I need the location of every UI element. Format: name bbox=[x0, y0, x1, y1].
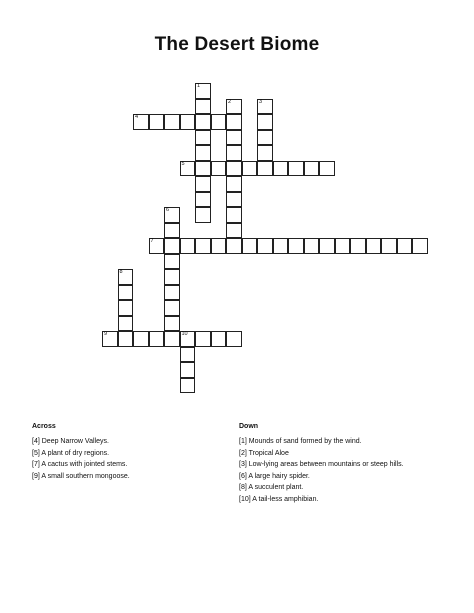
grid-cell[interactable] bbox=[335, 238, 351, 254]
grid-cell[interactable] bbox=[164, 300, 180, 316]
down-clue: [10] A tail-less amphibian. bbox=[239, 495, 319, 503]
grid-cell[interactable] bbox=[195, 83, 211, 99]
across-heading: Across bbox=[32, 423, 56, 430]
cell-number: 8 bbox=[119, 269, 123, 275]
cell-number: 2 bbox=[228, 98, 232, 105]
grid-cell[interactable] bbox=[226, 176, 242, 192]
grid-cell[interactable] bbox=[397, 238, 413, 254]
grid-cell[interactable] bbox=[226, 114, 242, 130]
grid-cell[interactable] bbox=[118, 285, 134, 301]
grid-cell[interactable] bbox=[180, 362, 196, 378]
grid-cell[interactable] bbox=[164, 331, 180, 347]
cell-number: 7 bbox=[150, 238, 154, 244]
grid-cell[interactable] bbox=[273, 238, 289, 254]
cell-number: 1 bbox=[197, 83, 201, 89]
grid-cell[interactable] bbox=[257, 161, 273, 177]
grid-cell[interactable] bbox=[149, 238, 165, 254]
grid-cell[interactable] bbox=[288, 238, 304, 254]
grid-cell[interactable] bbox=[102, 331, 118, 347]
grid-cell[interactable] bbox=[118, 269, 134, 285]
grid-cell[interactable] bbox=[257, 145, 273, 161]
grid-cell[interactable] bbox=[149, 331, 165, 347]
across-clue: [4] Deep Narrow Valleys. bbox=[32, 438, 109, 445]
grid-cell[interactable] bbox=[164, 207, 180, 223]
cell-number: 9 bbox=[104, 331, 108, 337]
grid-cell[interactable] bbox=[180, 238, 196, 254]
grid-cell[interactable] bbox=[211, 238, 227, 254]
down-heading: Down bbox=[239, 423, 259, 430]
grid-cell[interactable] bbox=[180, 347, 196, 363]
grid-cell[interactable] bbox=[180, 114, 196, 130]
grid-cell[interactable] bbox=[412, 238, 428, 254]
grid-cell[interactable] bbox=[319, 161, 335, 177]
grid-cell[interactable] bbox=[226, 130, 242, 146]
grid-cell[interactable] bbox=[118, 316, 134, 332]
down-clue: [3] Low-lying areas between mountains or steep hills. bbox=[239, 461, 404, 468]
grid-cell[interactable] bbox=[226, 238, 242, 254]
grid-cell[interactable] bbox=[273, 161, 289, 177]
down-clue: [6] A large hairy spider. bbox=[239, 472, 310, 480]
grid-cell[interactable] bbox=[195, 99, 211, 115]
down-clues bbox=[239, 423, 404, 507]
grid-cell[interactable] bbox=[226, 145, 242, 161]
down-clue: [8] A succulent plant. bbox=[239, 484, 304, 491]
grid-cell[interactable] bbox=[149, 114, 165, 130]
grid-cell[interactable] bbox=[164, 254, 180, 270]
grid-cell[interactable] bbox=[226, 331, 242, 347]
grid-cell[interactable] bbox=[195, 145, 211, 161]
grid-cell[interactable] bbox=[118, 331, 134, 347]
grid-cell[interactable] bbox=[304, 161, 320, 177]
puzzle-title: The Desert Biome bbox=[154, 34, 320, 55]
cell-number: 5 bbox=[181, 160, 185, 167]
cell-number: 3 bbox=[259, 98, 263, 105]
grid-cell[interactable] bbox=[211, 114, 227, 130]
grid-cell[interactable] bbox=[226, 223, 242, 239]
grid-cell[interactable] bbox=[133, 331, 149, 347]
grid-cell[interactable] bbox=[195, 192, 211, 208]
down-clue: [2] Tropical Aloe bbox=[239, 449, 289, 457]
grid-cell[interactable] bbox=[257, 238, 273, 254]
grid-cell[interactable] bbox=[180, 331, 196, 347]
grid-cell[interactable] bbox=[195, 114, 211, 130]
cell-number: 6 bbox=[166, 207, 170, 213]
grid-cell[interactable] bbox=[164, 316, 180, 332]
grid-cell[interactable] bbox=[257, 114, 273, 130]
grid-cell[interactable] bbox=[195, 207, 211, 223]
across-clue: [5] A plant of dry regions. bbox=[32, 449, 110, 457]
grid-cell[interactable] bbox=[257, 99, 273, 115]
down-clue: [1] Mounds of sand formed by the wind. bbox=[239, 438, 362, 445]
cell-number: 10 bbox=[181, 331, 188, 337]
grid-cell[interactable] bbox=[381, 238, 397, 254]
grid-cell[interactable] bbox=[226, 207, 242, 223]
grid-cell[interactable] bbox=[195, 161, 211, 177]
grid-cell[interactable] bbox=[226, 99, 242, 115]
grid-cell[interactable] bbox=[211, 331, 227, 347]
grid-cell[interactable] bbox=[350, 238, 366, 254]
grid-cell[interactable] bbox=[195, 238, 211, 254]
grid-cell[interactable] bbox=[366, 238, 382, 254]
across-clues bbox=[32, 423, 130, 484]
grid-cell[interactable] bbox=[288, 161, 304, 177]
grid-cell[interactable] bbox=[180, 161, 196, 177]
grid-cell[interactable] bbox=[118, 300, 134, 316]
across-clue: [9] A small southern mongoose. bbox=[32, 472, 130, 480]
grid-cell[interactable] bbox=[164, 238, 180, 254]
grid-cell[interactable] bbox=[319, 238, 335, 254]
across-clue: [7] A cactus with jointed stems. bbox=[32, 461, 128, 468]
grid-cell[interactable] bbox=[211, 161, 227, 177]
grid-cell[interactable] bbox=[164, 223, 180, 239]
cell-number: 4 bbox=[135, 114, 139, 120]
grid-cell[interactable] bbox=[304, 238, 320, 254]
grid-cell[interactable] bbox=[164, 285, 180, 301]
grid-cell[interactable] bbox=[242, 238, 258, 254]
grid-cell[interactable] bbox=[226, 161, 242, 177]
grid-cell[interactable] bbox=[195, 331, 211, 347]
grid-cell[interactable] bbox=[195, 176, 211, 192]
grid-cell[interactable] bbox=[242, 161, 258, 177]
grid-cell[interactable] bbox=[195, 130, 211, 146]
grid-cell[interactable] bbox=[257, 130, 273, 146]
grid-cell[interactable] bbox=[164, 269, 180, 285]
grid-cell[interactable] bbox=[133, 114, 149, 130]
grid-cell[interactable] bbox=[226, 192, 242, 208]
grid-cell[interactable] bbox=[164, 114, 180, 130]
grid-cell[interactable] bbox=[180, 378, 196, 394]
